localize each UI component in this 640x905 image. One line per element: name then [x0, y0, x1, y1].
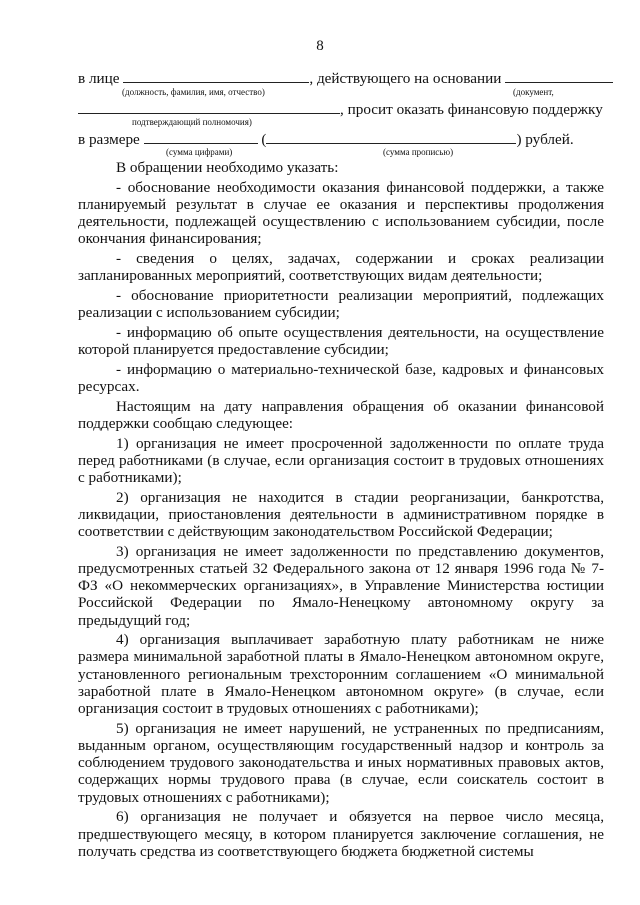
paragraph-numbered: 4) организация выплачивает заработную плату работникам не ниже размера минимальной заработной платы в Ямало-Ненецком автономном округе, установленного региональным трехсторонним соглашением «О минимальной заработной плате в Ямало-Ненецком автономном округе» (в случае, если организация состоит в трудовых отношениях с работниками); — [78, 631, 604, 718]
paragraph-item: - обоснование приоритетности реализации мероприятий, подлежащих реализации с использованием субсидии; — [78, 286, 604, 322]
caption-document: (документ, — [513, 87, 554, 97]
label-amount: в размере — [78, 131, 140, 148]
caption-words: (сумма прописью) — [383, 147, 454, 157]
paragraph-numbered: 5) организация не имеет нарушений, не устраненных по предписаниям, выданным органом, осуществляющим государственный надзор и контроль за соблюдением трудового законодательства и иных нормативных правовых актов, содержащих нормы трудового права (в случае, если соискатель состоит в трудовых отношениях с работниками); — [78, 719, 604, 806]
paragraph-statement: Настоящим на дату направления обращения об оказании финансовой поддержки сообщаю следующее: — [78, 397, 604, 432]
blank-document — [505, 68, 613, 83]
paragraph-item: - сведения о целях, задачах, содержании и сроках реализации запланированных мероприятий, соответствующих видам деятельности; — [78, 250, 604, 285]
paragraph-item: - обоснование необходимости оказания финансовой поддержки, а также планируемый результат в случае ее оказания и перспективы продолжения деятельности, подлежащей осуществлению с использованием субсидии, после окончания финансирования; — [78, 178, 604, 248]
blank-amount-words — [266, 129, 516, 144]
form-line-amount — [78, 129, 604, 149]
caption-digits: (сумма цифрами) — [166, 147, 233, 157]
blank-authority — [78, 99, 340, 114]
paragraph-numbered: 2) организация не находится в стадии реорганизации, банкротства, ликвидации, приостановления деятельности в административном порядке в соответствии с действующим законодательством Российской Федерации; — [78, 488, 604, 541]
label-in-person: в лице — [78, 70, 120, 87]
caption-authority: подтверждающий полномочия) — [132, 117, 252, 127]
page-number: 8 — [316, 38, 324, 54]
paragraph-numbered: 1) организация не имеет просроченной задолженности по оплате труда перед работниками (в случае, если организация состоит в трудовых отношениях с работниками); — [78, 434, 604, 486]
label-open-paren: ( — [261, 131, 267, 148]
paragraph-numbered: 3) организация не имеет задолженности по представлению документов, предусмотренных статьей 32 Федерального закона от 12 января 1996 года № 7-ФЗ «О некоммерческих организациях», в Управление Министерства юстиции Российской Федерации по Ямало-Ненецкому автономному округу за предыдущий год; — [78, 542, 604, 629]
blank-amount-digits — [144, 129, 258, 144]
label-request-support: , просит оказать финансовую поддержку — [340, 101, 603, 118]
paragraph-numbered: 6) организация не получает и обязуется на первое число месяца, предшествующего месяцу, в котором планируется заключение соглашения, не получать средства из соответствующего бюджета бюджетной системы — [78, 808, 604, 860]
caption-person: (должность, фамилия, имя, отчество) — [122, 87, 265, 97]
blank-person — [123, 68, 309, 83]
paragraph-item: - информацию о материально-технической базе, кадровых и финансовых ресурсах. — [78, 360, 604, 395]
paragraph-intro: В обращении необходимо указать: — [116, 159, 339, 176]
form-line-representative — [78, 68, 604, 88]
paragraph-item: - информацию об опыте осуществления деятельности, на осуществление которой планируется предоставление субсидии; — [78, 323, 604, 359]
form-line-request — [78, 99, 604, 119]
label-rubles: ) рублей. — [516, 131, 574, 148]
document-body — [78, 159, 604, 862]
label-acting-basis: , действующего на основании — [309, 70, 502, 87]
